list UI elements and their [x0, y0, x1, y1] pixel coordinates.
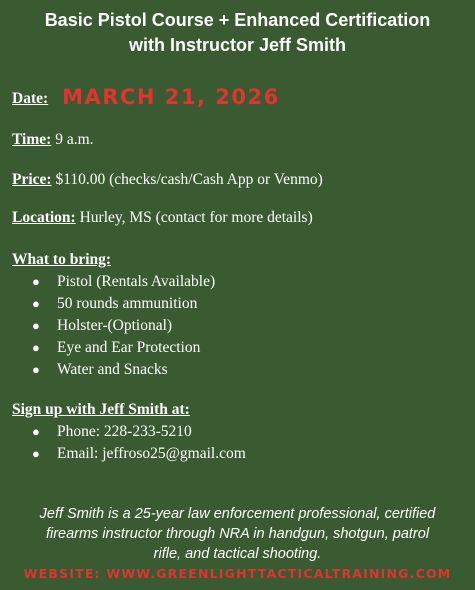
bio-line-1: Jeff Smith is a 25-year law enforcement professional, certified [39, 506, 436, 522]
signup-heading-text: Sign up with Jeff Smith at: [12, 401, 190, 418]
bio-line-3: rifle, and tactical shooting. [153, 546, 322, 562]
flyer-title [0, 8, 475, 58]
list-item-text: Pistol (Rentals Available) [57, 273, 216, 290]
list-item [0, 293, 215, 315]
bullet-icon: ● [32, 362, 40, 377]
location-value: Hurley, MS (contact for more details) [79, 209, 313, 226]
price-label: Price: [12, 171, 52, 188]
list-item-text: Holster-(Optional) [57, 317, 173, 334]
phone-text: Phone: 228-233-5210 [57, 423, 192, 440]
signup-heading [12, 400, 190, 420]
website-label: WEBSITE: [23, 566, 101, 581]
what-to-bring-list [0, 271, 215, 381]
list-item-text: Water and Snacks [57, 361, 168, 378]
website-line [0, 566, 475, 581]
list-item-text: Eye and Ear Protection [57, 339, 201, 356]
list-item [0, 315, 215, 337]
price-value: $110.00 (checks/cash/Cash App or Venmo) [55, 171, 323, 188]
price-row [12, 170, 323, 190]
date-value: MARCH 21, 2026 [62, 85, 280, 109]
bullet-icon: ● [32, 424, 40, 439]
email-item [0, 443, 246, 465]
time-row [12, 130, 94, 150]
title-line-2: with Instructor Jeff Smith [128, 35, 346, 55]
list-item [0, 337, 215, 359]
title-line-1: Basic Pistol Course + Enhanced Certification [44, 10, 431, 30]
bullet-icon: ● [32, 340, 40, 355]
signup-contact-list [0, 421, 246, 465]
website-url: WWW.GREENLIGHTTACTICALTRAINING.COM [106, 566, 452, 581]
bio-line-2: firearms instructor through NRA in handgun, shotgun, patrol [45, 526, 430, 542]
list-item [0, 271, 215, 293]
location-label: Location: [12, 209, 76, 226]
date-row [12, 86, 280, 109]
date-label: Date: [12, 90, 49, 107]
bullet-icon: ● [32, 318, 40, 333]
location-row [12, 208, 313, 228]
time-value: 9 a.m. [55, 131, 94, 148]
time-label: Time: [12, 131, 52, 148]
phone-item [0, 421, 246, 443]
bullet-icon: ● [32, 296, 40, 311]
what-to-bring-heading [12, 250, 111, 270]
bullet-icon: ● [32, 274, 40, 289]
bullet-icon: ● [32, 446, 40, 461]
what-to-bring-heading-text: What to bring: [12, 251, 112, 268]
list-item-text: 50 rounds ammunition [57, 295, 198, 312]
list-item [0, 359, 215, 381]
email-text: Email: jeffroso25@gmail.com [57, 445, 246, 462]
instructor-bio [0, 504, 475, 564]
